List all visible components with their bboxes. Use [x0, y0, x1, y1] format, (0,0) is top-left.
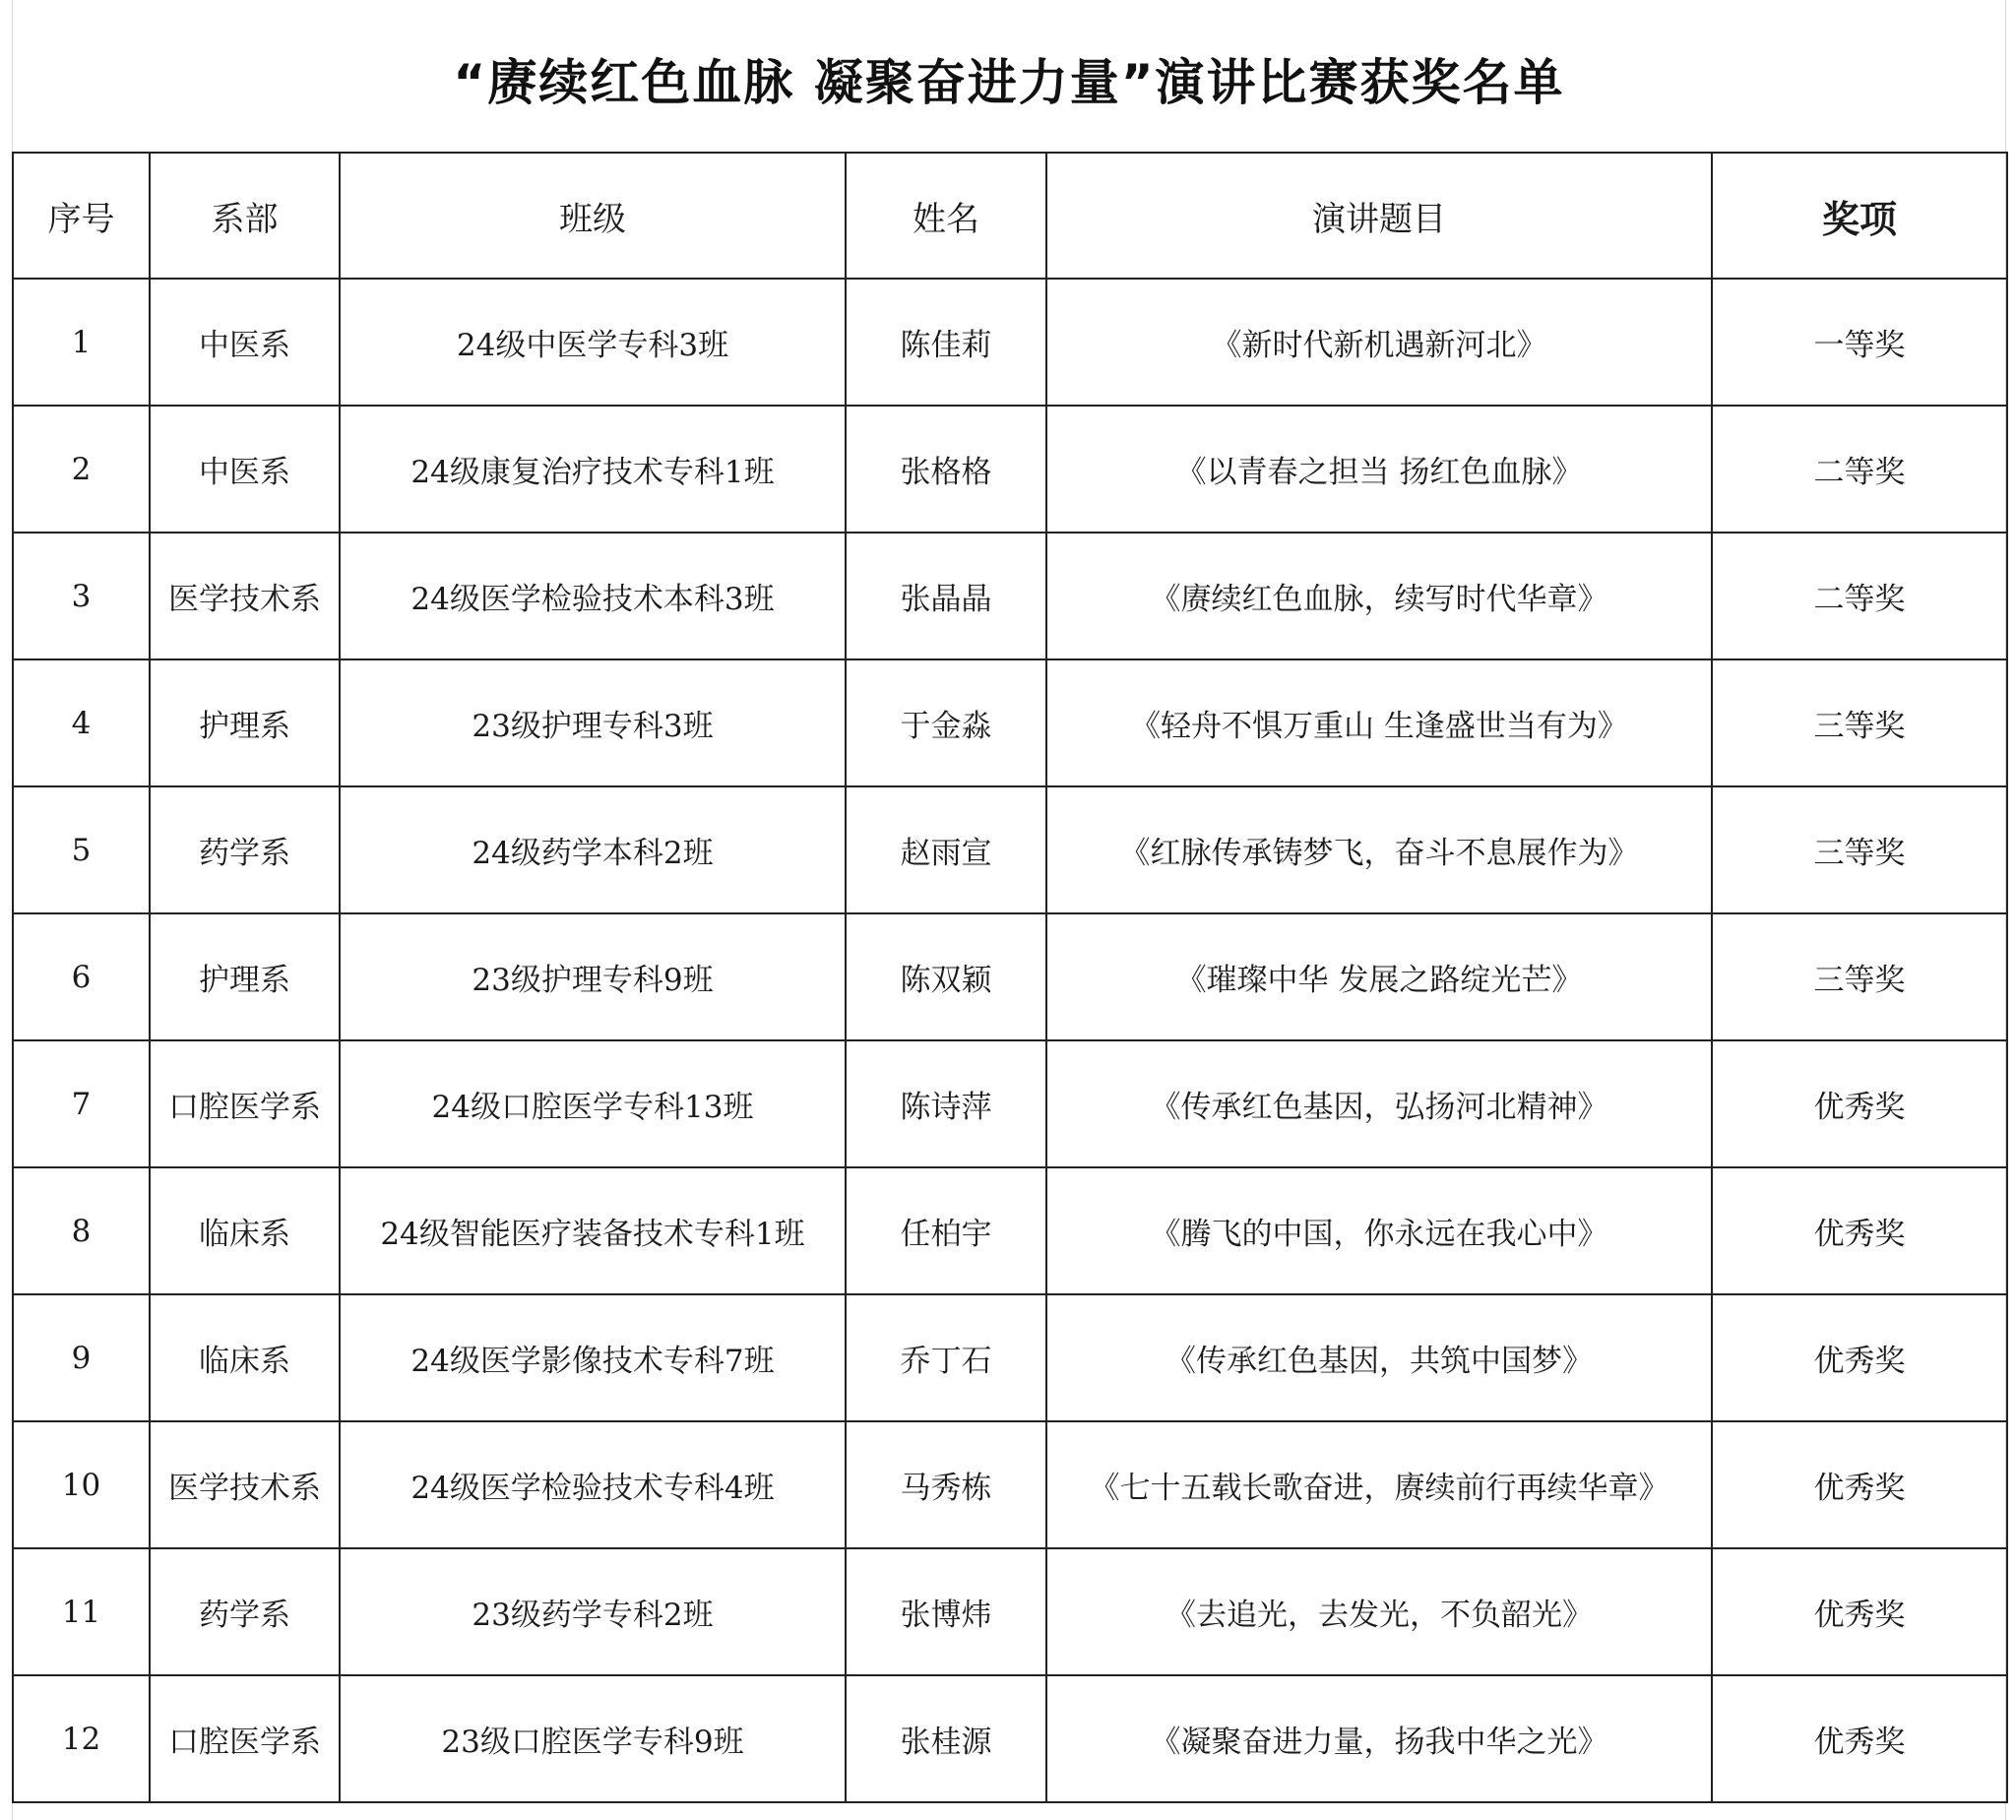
cell-name: 任柏宇 — [846, 1167, 1046, 1294]
cell-topic: 《腾飞的中国，你永远在我心中》 — [1046, 1167, 1712, 1294]
cell-name: 陈双颖 — [846, 913, 1046, 1040]
cell-department: 医学技术系 — [150, 533, 340, 659]
cell-topic: 《以青春之担当 扬红色血脉》 — [1046, 406, 1712, 533]
cell-name: 张桂源 — [846, 1675, 1046, 1802]
cell-award: 三等奖 — [1712, 913, 2007, 1040]
cell-class: 24级智能医疗装备技术专科1班 — [340, 1167, 846, 1294]
table-row — [13, 1294, 2007, 1421]
cell-no: 4 — [13, 659, 150, 786]
cell-class: 24级医学检验技术本科3班 — [340, 533, 846, 659]
table-row — [13, 1040, 2007, 1167]
cell-topic: 《传承红色基因，弘扬河北精神》 — [1046, 1040, 1712, 1167]
table-row — [13, 913, 2007, 1040]
cell-class: 24级医学影像技术专科7班 — [340, 1294, 846, 1421]
header-award: 奖项 — [1712, 153, 2007, 279]
cell-name: 赵雨宣 — [846, 786, 1046, 913]
cell-name: 陈诗萍 — [846, 1040, 1046, 1167]
cell-department: 药学系 — [150, 786, 340, 913]
cell-no: 8 — [13, 1167, 150, 1294]
cell-department: 临床系 — [150, 1294, 340, 1421]
cell-class: 24级医学检验技术专科4班 — [340, 1421, 846, 1548]
cell-class: 24级中医学专科3班 — [340, 279, 846, 406]
cell-department: 口腔医学系 — [150, 1040, 340, 1167]
cell-award: 优秀奖 — [1712, 1167, 2007, 1294]
cell-name: 乔丁石 — [846, 1294, 1046, 1421]
header-topic: 演讲题目 — [1046, 153, 1712, 279]
header-row — [13, 153, 2007, 279]
cell-no: 2 — [13, 406, 150, 533]
cell-department: 药学系 — [150, 1548, 340, 1675]
cell-no: 9 — [13, 1294, 150, 1421]
cell-class: 23级药学专科2班 — [340, 1548, 846, 1675]
cell-no: 3 — [13, 533, 150, 659]
cell-class: 24级口腔医学专科13班 — [340, 1040, 846, 1167]
table-row — [13, 659, 2007, 786]
cell-topic: 《轻舟不惧万重山 生逢盛世当有为》 — [1046, 659, 1712, 786]
cell-department: 口腔医学系 — [150, 1675, 340, 1802]
cell-department: 护理系 — [150, 659, 340, 786]
cell-name: 于金淼 — [846, 659, 1046, 786]
cell-department: 临床系 — [150, 1167, 340, 1294]
cell-award: 三等奖 — [1712, 659, 2007, 786]
cell-topic: 《凝聚奋进力量，扬我中华之光》 — [1046, 1675, 1712, 1802]
cell-award: 二等奖 — [1712, 533, 2007, 659]
table-row — [13, 533, 2007, 659]
document-title: “赓续红色血脉 凝聚奋进力量”演讲比赛获奖名单 — [453, 54, 1565, 111]
header-class: 班级 — [340, 153, 846, 279]
cell-class: 23级护理专科3班 — [340, 659, 846, 786]
cell-topic: 《新时代新机遇新河北》 — [1046, 279, 1712, 406]
cell-class: 24级康复治疗技术专科1班 — [340, 406, 846, 533]
cell-award: 优秀奖 — [1712, 1675, 2007, 1802]
table-row — [13, 786, 2007, 913]
cell-no: 7 — [13, 1040, 150, 1167]
header-department: 系部 — [150, 153, 340, 279]
cell-no: 10 — [13, 1421, 150, 1548]
cell-name: 张晶晶 — [846, 533, 1046, 659]
table-row — [13, 406, 2007, 533]
cell-award: 三等奖 — [1712, 786, 2007, 913]
cell-topic: 《七十五载长歌奋进，赓续前行再续华章》 — [1046, 1421, 1712, 1548]
cell-award: 优秀奖 — [1712, 1040, 2007, 1167]
award-table — [12, 152, 2008, 1803]
cell-department: 医学技术系 — [150, 1421, 340, 1548]
table-row — [13, 1675, 2007, 1802]
cell-topic: 《传承红色基因，共筑中国梦》 — [1046, 1294, 1712, 1421]
cell-name: 陈佳莉 — [846, 279, 1046, 406]
cell-no: 5 — [13, 786, 150, 913]
cell-department: 中医系 — [150, 279, 340, 406]
cell-class: 24级药学本科2班 — [340, 786, 846, 913]
cell-class: 23级口腔医学专科9班 — [340, 1675, 846, 1802]
cell-no: 6 — [13, 913, 150, 1040]
cell-award: 优秀奖 — [1712, 1548, 2007, 1675]
cell-no: 11 — [13, 1548, 150, 1675]
cell-award: 二等奖 — [1712, 406, 2007, 533]
table-row — [13, 279, 2007, 406]
table-row — [13, 1421, 2007, 1548]
cell-department: 中医系 — [150, 406, 340, 533]
cell-no: 1 — [13, 279, 150, 406]
cell-no: 12 — [13, 1675, 150, 1802]
cell-topic: 《红脉传承铸梦飞，奋斗不息展作为》 — [1046, 786, 1712, 913]
cell-award: 一等奖 — [1712, 279, 2007, 406]
header-name: 姓名 — [846, 153, 1046, 279]
header-no: 序号 — [13, 153, 150, 279]
table-row — [13, 1167, 2007, 1294]
table-row — [13, 1548, 2007, 1675]
cell-topic: 《璀璨中华 发展之路绽光芒》 — [1046, 913, 1712, 1040]
cell-department: 护理系 — [150, 913, 340, 1040]
cell-topic: 《赓续红色血脉，续写时代华章》 — [1046, 533, 1712, 659]
cell-class: 23级护理专科9班 — [340, 913, 846, 1040]
cell-name: 张博炜 — [846, 1548, 1046, 1675]
cell-topic: 《去追光，去发光，不负韶光》 — [1046, 1548, 1712, 1675]
cell-award: 优秀奖 — [1712, 1421, 2007, 1548]
cell-name: 马秀栋 — [846, 1421, 1046, 1548]
cell-award: 优秀奖 — [1712, 1294, 2007, 1421]
cell-name: 张格格 — [846, 406, 1046, 533]
